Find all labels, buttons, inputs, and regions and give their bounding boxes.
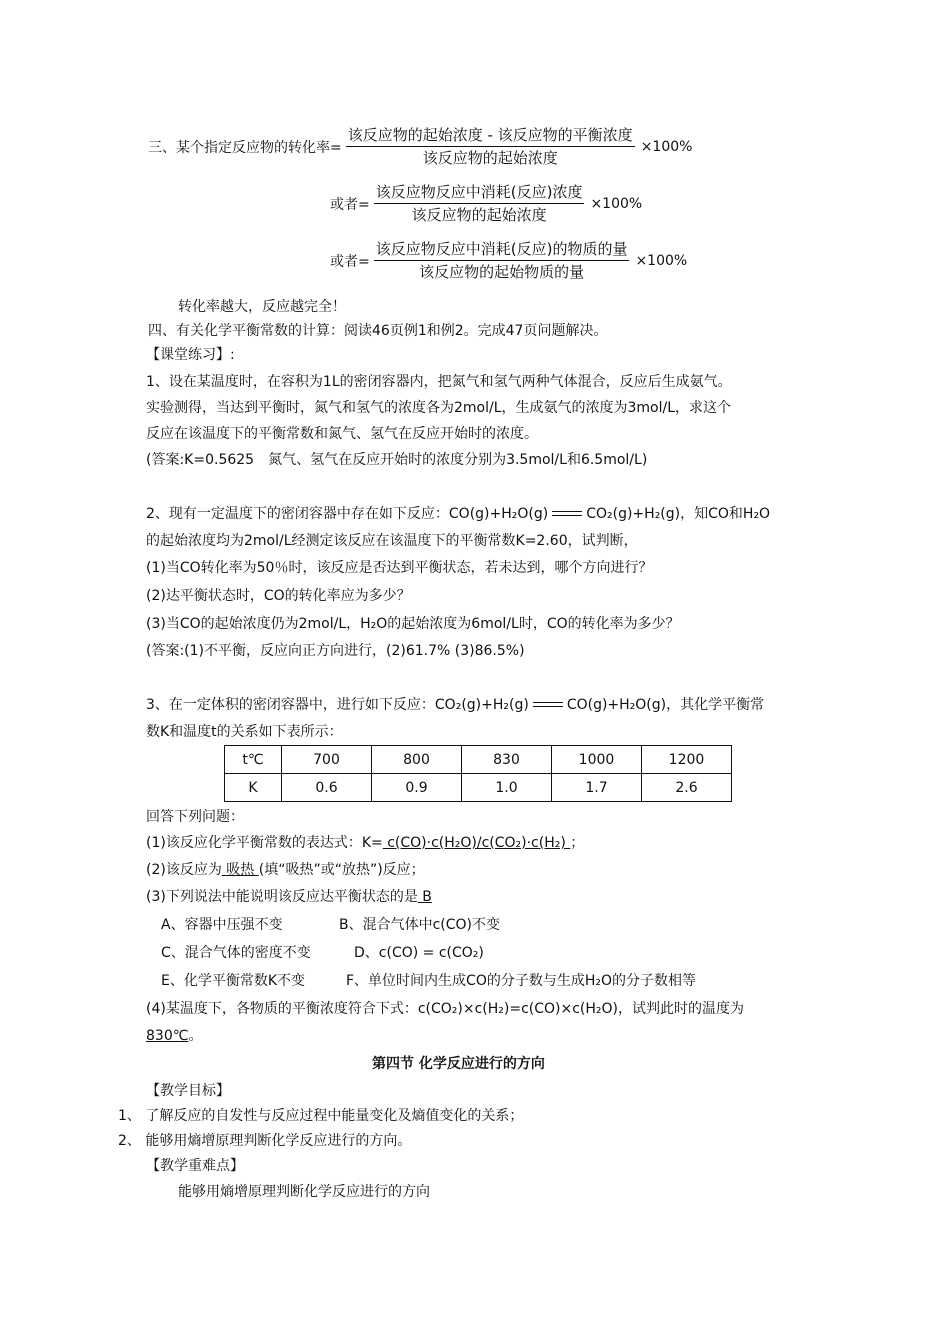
q2-part2: (2)达平衡状态时，CO的转化率应为多少？	[146, 588, 411, 604]
key-text: 能够用熵增原理判断化学反应进行的方向	[178, 1184, 430, 1200]
option-c: C、混合气体的密度不变	[161, 945, 311, 961]
table-cell: 0.6	[282, 774, 372, 802]
goal-1: 1、 了解反应的自发性与反应过程中能量变化及熵值变化的关系；	[118, 1108, 524, 1124]
fraction	[374, 181, 585, 226]
q1-line2: 实验测得，当达到平衡时，氮气和氢气的浓度各为2mol/L，生成氨气的浓度为3mol/L，求这个	[146, 400, 732, 416]
table-cell: 1.7	[552, 774, 642, 802]
conversion-formula-2	[330, 181, 642, 226]
conversion-formula-1	[148, 124, 692, 169]
q3-part1-answer: c(CO)·c(H₂O)/c(CO₂)·c(H₂)	[382, 835, 571, 851]
q2-line1	[146, 503, 770, 523]
formula-prefix: 三、某个指定反应物的转化率=	[148, 139, 342, 156]
q3-part4-end: 。	[188, 1028, 203, 1044]
equilibrium-arrow-icon	[533, 700, 563, 710]
q1-line1: 1、设在某温度时，在容积为1L的密闭容器内，把氮气和氢气两种气体混合，反应后生成氨气。	[146, 374, 732, 390]
q3-intro-end: ，其化学平衡常	[666, 697, 765, 713]
q3-intro: 3、在一定体积的密闭容器中，进行如下反应：	[146, 697, 435, 713]
q3-line2: 数K和温度t的关系如下表所示：	[146, 724, 343, 740]
table-cell: 700	[282, 746, 372, 774]
fraction	[346, 124, 635, 169]
q1-line3: 反应在该温度下的平衡常数和氮气、氢气在反应开始时的浓度。	[146, 426, 538, 442]
q2-intro: 2、现有一定温度下的密闭容器中存在如下反应：	[146, 506, 449, 522]
q3-part3-prompt: (3)下列说法中能说明该反应达平衡状态的是	[146, 889, 418, 905]
q2-answer: (答案:(1)不平衡，反应向正方向进行，(2)61.7% (3)86.5%)	[146, 643, 525, 659]
option-d: D、c(CO) = c(CO₂)	[354, 945, 484, 961]
q3-line1	[146, 694, 764, 714]
percent-factor: ×100%	[590, 195, 643, 212]
option-f: F、单位时间内生成CO的分子数与生成H₂O的分子数相等	[346, 973, 697, 989]
fraction-denominator: 该反应物的起始浓度	[422, 149, 558, 167]
option-a: A、容器中压强不变	[161, 917, 283, 933]
q3-part1	[146, 832, 584, 852]
table-row	[225, 746, 732, 774]
fraction-denominator: 该反应物的起始浓度	[411, 206, 547, 224]
q3-part4-line1: (4)某温度下，各物质的平衡浓度符合下式：c(CO₂)×c(H₂)=c(CO)×c(H₂O)，试判此时的温度为	[146, 1001, 745, 1017]
q3-products: CO(g)+H₂O(g)	[566, 697, 667, 713]
k-temperature-table	[224, 745, 732, 802]
fraction-numerator: 该反应物反应中消耗(反应)的物质的量	[374, 238, 630, 261]
q3-part2-answer: 吸热	[221, 862, 259, 878]
table-cell: 800	[372, 746, 462, 774]
option-e: E、化学平衡常数K不变	[161, 973, 306, 989]
q1-answer: (答案:K=0.5625 氮气、氢气在反应开始时的浓度分别为3.5mol/L和6.5mol/L)	[146, 452, 648, 468]
table-cell: 1000	[552, 746, 642, 774]
table-cell: 1200	[642, 746, 732, 774]
q2-reactants: CO(g)+H₂O(g)	[448, 506, 549, 522]
fraction-numerator: 该反应物的起始浓度 - 该反应物的平衡浓度	[346, 124, 635, 147]
q2-part1: (1)当CO转化率为50％时，该反应是否达到平衡状态，若未达到，哪个方向进行？	[146, 560, 653, 576]
q3-part2-end: (填“吸热”或“放热”)反应；	[258, 862, 425, 878]
q3-part4-line2	[146, 1025, 202, 1045]
key-header: 【教学重难点】	[146, 1158, 244, 1174]
q2-products: CO₂(g)+H₂(g)	[586, 506, 681, 522]
conversion-formula-3	[330, 238, 687, 283]
equilibrium-arrow-icon	[552, 509, 582, 519]
conversion-note: 转化率越大，反应越完全！	[178, 299, 346, 315]
or-label: 或者=	[330, 253, 370, 270]
goals-header: 【教学目标】	[146, 1083, 230, 1099]
q3-part3-answer: B	[417, 889, 432, 905]
percent-factor: ×100%	[635, 252, 688, 269]
q2-part3: (3)当CO的起始浓度仍为2mol/L，H₂O的起始浓度为6mol/L时，CO的转化率为多少？	[146, 616, 680, 632]
q2-intro-end: ，知CO和H₂O	[680, 506, 771, 522]
table-cell: 2.6	[642, 774, 732, 802]
practice-header: 【课堂练习】:	[146, 347, 235, 363]
q3-part4-answer: 830℃	[146, 1028, 189, 1044]
table-cell: t℃	[225, 746, 282, 774]
q3-part1-end: ；	[570, 835, 585, 851]
or-label: 或者=	[330, 196, 370, 213]
percent-factor: ×100%	[640, 138, 693, 155]
table-cell: 830	[462, 746, 552, 774]
q3-part3	[146, 886, 432, 906]
table-cell: K	[225, 774, 282, 802]
q3-answer-intro: 回答下列问题：	[146, 809, 244, 825]
fraction	[374, 238, 630, 283]
table-cell: 0.9	[372, 774, 462, 802]
option-b: B、混合气体中c(CO)不变	[339, 917, 501, 933]
fraction-numerator: 该反应物反应中消耗(反应)浓度	[374, 181, 585, 204]
fraction-denominator: 该反应物的起始物质的量	[419, 263, 585, 281]
q3-part2-prompt: (2)该反应为	[146, 862, 222, 878]
q3-part2	[146, 859, 425, 879]
table-row	[225, 774, 732, 802]
table-cell: 1.0	[462, 774, 552, 802]
q3-reactants: CO₂(g)+H₂(g)	[434, 697, 529, 713]
section4-text: 四、有关化学平衡常数的计算：阅读46页例1和例2。完成47页问题解决。	[148, 323, 608, 339]
q3-part1-prompt: (1)该反应化学平衡常数的表达式：K=	[146, 835, 383, 851]
q2-line2: 的起始浓度均为2mol/L经测定该反应在该温度下的平衡常数K=2.60，试判断，	[146, 533, 638, 549]
goal-2: 2、 能够用熵增原理判断化学反应进行的方向。	[118, 1133, 412, 1149]
section-title: 第四节 化学反应进行的方向	[372, 1056, 545, 1072]
